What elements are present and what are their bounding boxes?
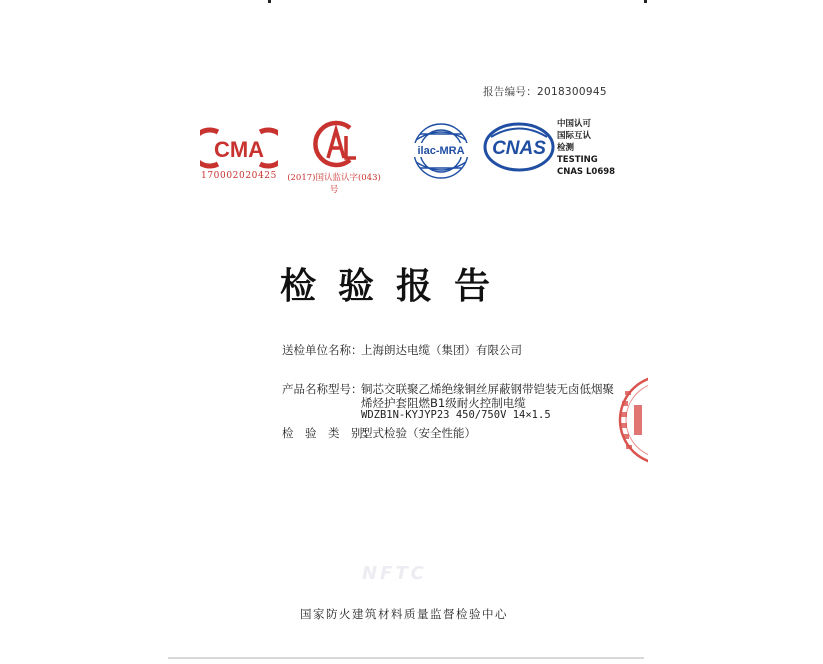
cal-logo-icon xyxy=(306,118,362,170)
cnas-line: 国际互认 xyxy=(557,131,592,141)
cma-logo-icon xyxy=(200,126,278,170)
issuing-organization: 国家防火建筑材料质量监督检验中心 xyxy=(300,607,508,621)
page-bottom-edge xyxy=(168,657,644,659)
cnas-line: TESTING xyxy=(557,155,598,165)
top-edge-mark xyxy=(644,0,647,3)
cnas-line: 检测 xyxy=(557,143,575,153)
product-label: 产品名称型号： xyxy=(282,382,363,396)
product-name-line-2: 烯烃护套阻燃B1级耐火控制电缆 xyxy=(361,396,526,410)
product-name-line-1: 铜芯交联聚乙烯绝缘铜丝屏蔽钢带铠装无卤低烟聚 xyxy=(361,382,614,396)
cal-code: (2017)国认监认字(043)号 xyxy=(287,173,381,195)
product-model: WDZB1N-KYJYP23 450/750V 14×1.5 xyxy=(361,409,551,421)
cnas-logo-letters: CNAS xyxy=(492,138,546,159)
cma-code: 170002020425 xyxy=(201,171,277,181)
inspection-type-label: 检 验 类 别： xyxy=(282,426,374,440)
document-title: 检验报告 xyxy=(280,265,513,307)
client-label: 送检单位名称： xyxy=(282,343,363,357)
cnas-accreditation-text xyxy=(557,118,615,178)
nftc-watermark: NFTC xyxy=(362,563,427,584)
ilac-mra-logo-icon xyxy=(408,120,474,182)
cnas-line: CNAS L0698 xyxy=(557,167,616,177)
report-number: 报告编号：2018300945 xyxy=(483,86,607,98)
official-seal-icon xyxy=(612,365,648,475)
client-value: 上海朗达电缆（集团）有限公司 xyxy=(361,343,522,357)
cnas-logo-icon xyxy=(483,122,555,172)
top-edge-mark xyxy=(268,0,271,3)
cma-logo-letters: CMA xyxy=(213,137,265,162)
cnas-line: 中国认可 xyxy=(557,119,592,129)
ilac-mra-text: ilac-MRA xyxy=(417,145,465,157)
inspection-type-value: 型式检验（安全性能） xyxy=(361,426,476,440)
